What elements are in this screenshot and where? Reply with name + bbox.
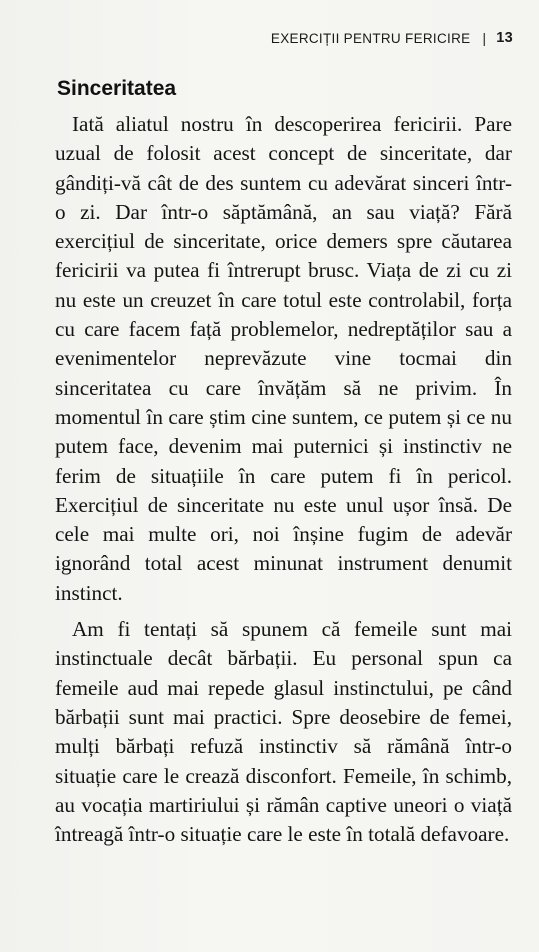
section-body: [55, 110, 512, 849]
running-title: EXERCIȚII PENTRU FERICIRE: [270, 30, 471, 46]
paragraph-2: Am fi tentați să spunem că femeile sunt mai instinctuale decât bărbații. Eu personal spun ca femeile aud mai repede glasul instinctului, pe când bărbații sunt mai practici. Spre deosebire de femei, mulți bărbați refuză instinctiv să rămână într-o situație care le crează disconfort. Femeile, în schimb, au vocația martiriului și rămân captive uneori o viață întreagă într-o situație care le este în totală defavoare.: [55, 617, 512, 847]
page-number: 13: [496, 30, 513, 46]
paragraph-1: Iată aliatul nostru în descoperirea fericirii. Pare uzual de folosit acest concept de sinceritate, dar gândiți-vă cât de des suntem cu adevărat sinceri într-o zi. Dar într-o săptămână, an sau viață? Fără exercițiul de sinceritate, orice demers spre căutarea fericirii va putea fi întrerupt brusc. Viața de zi cu zi nu este un creuzet în care totul este controlabil, forța cu care facem față problemelor, nedreptăților sau a evenimentelor neprevăzute vine tocmai din sinceritatea cu care învățăm să ne privim. În momentul în care știm cine suntem, ce putem și ce nu putem face, devenim mai puternici și instinctiv ne ferim de situațiile în care putem fi în pericol. Exercițiul de sinceritate nu este unul ușor însă. De cele mai multe ori, noi înșine fugim de adevăr ignorând total acest minunat instrument denumit instinct.: [55, 112, 512, 605]
running-header: [271, 30, 513, 46]
section-title: Sinceritatea: [57, 77, 177, 100]
header-separator: |: [482, 30, 487, 46]
